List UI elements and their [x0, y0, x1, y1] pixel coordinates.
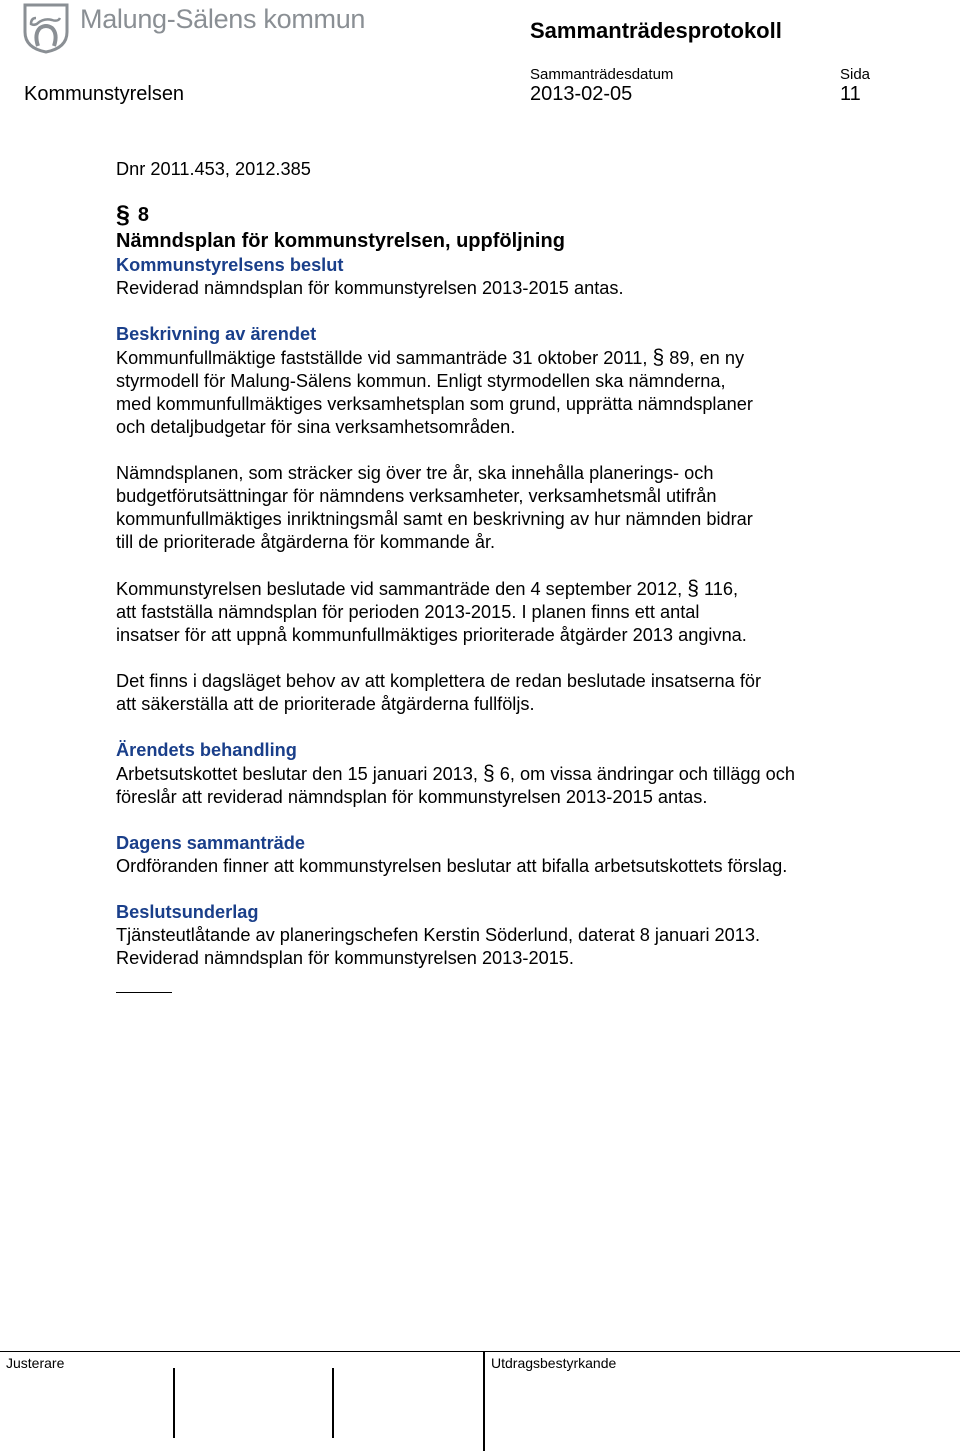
paragraph-line: att säkerställa att de prioriterade åtgärderna fullföljs. [116, 694, 535, 714]
underlag-line: Reviderad nämndsplan för kommunstyrelsen 2013-2015. [116, 948, 574, 968]
end-rule [116, 992, 172, 993]
paragraph-line: till de prioriterade åtgärderna för kommande år. [116, 532, 496, 552]
body-name: Kommunstyrelsen [24, 83, 185, 105]
paragraph-line: kommunfullmäktiges inriktningsmål samt en beskrivning av hur nämnden bidrar [116, 509, 753, 529]
utdragsbestyrkande-label: Utdragsbestyrkande [491, 1355, 617, 1371]
behandling-line: föreslår att reviderad nämndsplan för kommunstyrelsen 2013-2015 antas. [116, 787, 708, 807]
paragraph-line: budgetförutsättningar för nämndens verksamheter, verksamhetsmål utifrån [116, 486, 717, 506]
text-span: 89, en ny [669, 348, 745, 368]
horseshoe-crest-icon [22, 2, 74, 54]
signature-divider [173, 1368, 175, 1438]
paragraph-line: Nämndsplanen, som sträcker sig över tre år, ska innehålla planerings- och [116, 463, 714, 483]
beskrivning-line: med kommunfullmäktiges verksamhetsplan som grund, upprätta nämndsplaner [116, 394, 753, 414]
org-name: Malung-Sälens kommun [80, 4, 366, 34]
page-label: Sida [840, 66, 871, 83]
paragraph-line: Det finns i dagsläget behov av att komplettera de redan beslutade insatserna för [116, 671, 762, 691]
paragraph-line: insatser för att uppnå kommunfullmäktiges prioriterade åtgärder 2013 angivna. [116, 625, 747, 645]
justerare-label: Justerare [6, 1355, 65, 1371]
heading-underlag: Beslutsunderlag [116, 902, 259, 922]
section-title: Nämndsplan för kommunstyrelsen, uppföljning [116, 230, 565, 252]
paragraph-line: att fastställa nämndsplan för perioden 2013-2015. I planen finns ett antal [116, 602, 700, 622]
meeting-date: 2013-02-05 [530, 83, 633, 105]
behandling-line [116, 762, 936, 786]
heading-dagens: Dagens sammanträde [116, 833, 306, 853]
text-span: Arbetsutskottet beslutar den 15 januari 2013, [116, 764, 478, 784]
document-type-title: Sammanträdesprotokoll [530, 18, 782, 43]
signature-divider [332, 1368, 334, 1438]
page-number: 11 [840, 83, 861, 105]
meeting-date-label: Sammanträdesdatum [530, 66, 674, 83]
text-span: 6, om vissa ändringar och tillägg och [499, 764, 795, 784]
protocol-body [116, 158, 936, 993]
section-symbol: § [687, 577, 699, 600]
signature-divider [483, 1351, 485, 1451]
paragraph-line [116, 577, 936, 601]
text-span: Kommunfullmäktige fastställde vid sammanträde 31 oktober 2011, [116, 348, 648, 368]
beslut-text: Reviderad nämndsplan för kommunstyrelsen 2013-2015 antas. [116, 278, 624, 298]
footer-top-rule [0, 1351, 960, 1352]
section-number-value: 8 [137, 204, 150, 226]
heading-beslut: Kommunstyrelsens beslut [116, 255, 344, 275]
text-span: 116, [703, 579, 739, 599]
section-symbol: § [483, 762, 495, 785]
text-span: Kommunstyrelsen beslutade vid sammanträde den 4 september 2012, [116, 579, 683, 599]
beskrivning-line: och detaljbudgetar för sina verksamhetsområden. [116, 417, 516, 437]
beskrivning-line: styrmodell för Malung-Sälens kommun. Enligt styrmodellen ska nämnderna, [116, 371, 726, 391]
beskrivning-line [116, 346, 936, 370]
case-number: Dnr 2011.453, 2012.385 [116, 159, 311, 179]
heading-behandling: Ärendets behandling [116, 740, 297, 760]
section-symbol: § [652, 346, 665, 369]
underlag-line: Tjänsteutlåtande av planeringschefen Kerstin Söderlund, daterat 8 januari 2013. [116, 925, 761, 945]
section-number [116, 202, 936, 228]
section-symbol: § [116, 201, 130, 229]
dagens-text: Ordföranden finner att kommunstyrelsen beslutar att bifalla arbetsutskottets förslag. [116, 856, 788, 876]
heading-beskrivning: Beskrivning av ärendet [116, 324, 317, 344]
